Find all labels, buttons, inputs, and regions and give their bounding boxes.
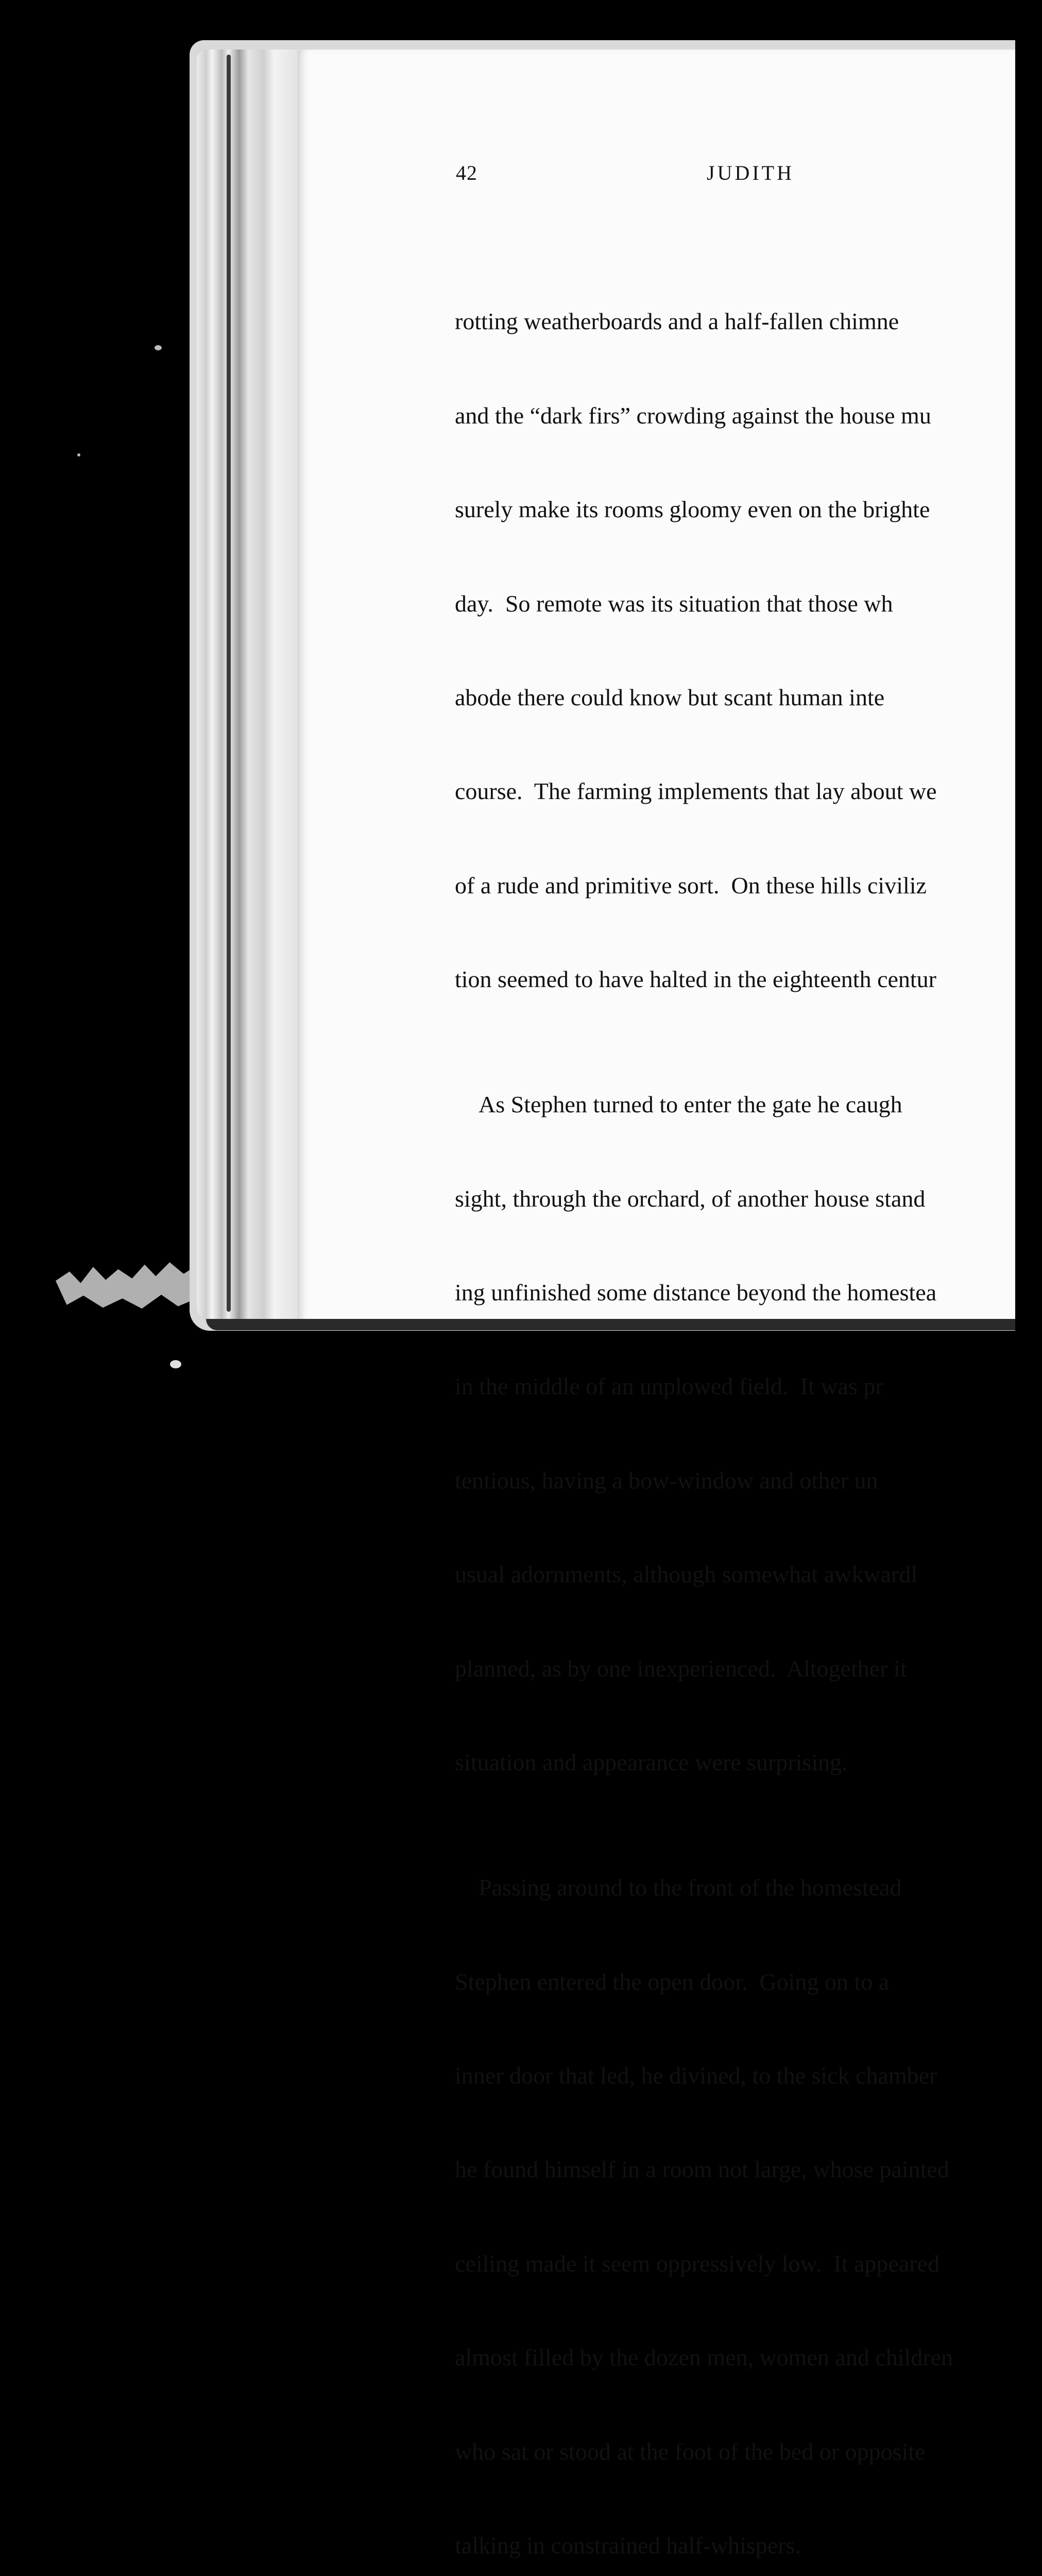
text-line: Passing around to the front of the homestead xyxy=(479,1874,902,1901)
text-line: sight, through the orchard, of another house stand xyxy=(455,1185,926,1212)
text-line: rotting weatherboards and a half-fallen chimne xyxy=(455,308,899,335)
text-line: Stephen entered the open door. Going on to a xyxy=(455,1968,890,1995)
text-line: almost filled by the dozen men, women and children xyxy=(455,2344,953,2371)
text-line: surely make its rooms gloomy even on the brighte xyxy=(455,496,930,523)
text-line: planned, as by one inexperienced. Altogether it xyxy=(455,1655,907,1682)
dust-speck xyxy=(77,453,80,456)
text-line: tentious, having a bow-window and other un xyxy=(455,1467,878,1494)
torn-paper-scrap xyxy=(56,1262,195,1309)
text-line: inner door that led, he divined, to the sick chamber xyxy=(455,2062,937,2089)
running-head-title: JUDITH xyxy=(707,161,794,184)
text-line: who sat or stood at the foot of the bed or opposite xyxy=(455,2438,926,2465)
text-line: As Stephen turned to enter the gate he caugh xyxy=(479,1091,902,1118)
text-line: usual adornments, although somewhat awkwardl xyxy=(455,1561,918,1588)
text-line: abode there could know but scant human inte xyxy=(455,684,885,710)
dust-speck xyxy=(155,345,162,350)
text-line: ceiling made it seem oppressively low. It appeared xyxy=(455,2250,939,2277)
text-line: talking in constrained half-whispers. xyxy=(455,2532,801,2558)
text-line: of a rude and primitive sort. On these hills civiliz xyxy=(455,872,927,899)
text-line: day. So remote was its situation that those wh xyxy=(455,590,893,617)
body-text xyxy=(455,212,1042,2576)
text-line: situation and appearance were surprising. xyxy=(455,1749,848,1776)
page-edges xyxy=(197,49,300,1322)
text-line: ing unfinished some distance beyond the homestea xyxy=(455,1279,937,1306)
page-number: 42 xyxy=(456,161,477,184)
text-line: in the middle of an unplowed field. It was pr xyxy=(455,1373,883,1400)
text-line: he found himself in a room not large, whose painted xyxy=(455,2156,949,2183)
text-line: course. The farming implements that lay about we xyxy=(455,778,937,805)
dust-speck xyxy=(170,1360,181,1368)
text-line: tion seemed to have halted in the eighteenth centur xyxy=(455,966,937,993)
text-line: and the “dark firs” crowding against the house mu xyxy=(455,402,931,429)
